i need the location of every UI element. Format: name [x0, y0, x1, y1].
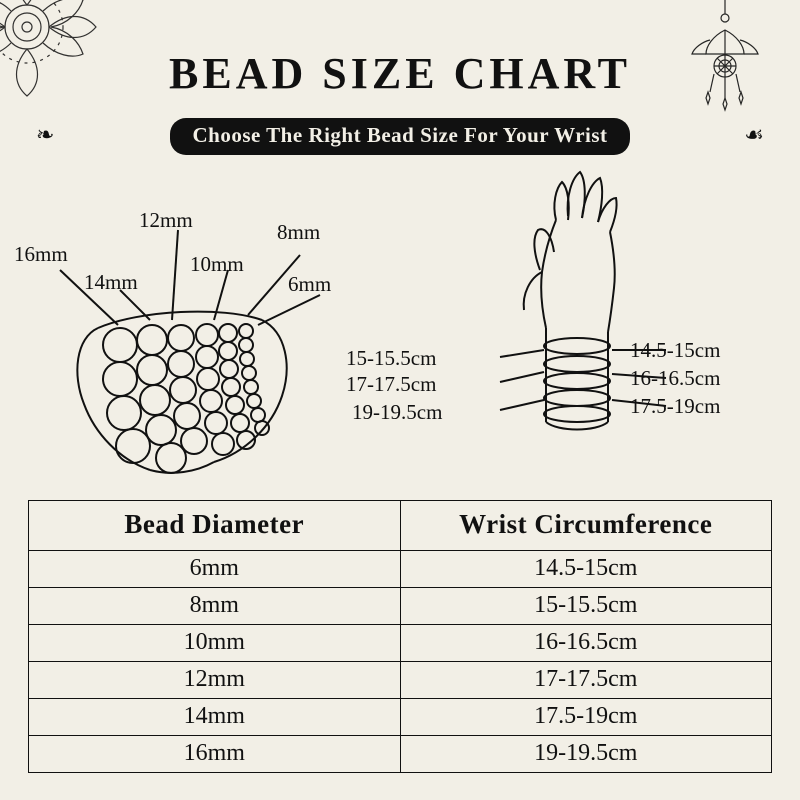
cell-bead-diameter: 8mm: [29, 588, 401, 625]
table-row: [29, 736, 772, 773]
page-title: BEAD SIZE CHART: [169, 49, 631, 98]
wrist-label-right-1: 14.5-15cm: [630, 338, 721, 362]
illustration-area: [0, 160, 800, 490]
wrist-label-right-2: 16-16.5cm: [630, 366, 721, 390]
subtitle-container: [0, 118, 800, 155]
wrist-label-left-3: 19-19.5cm: [352, 400, 443, 424]
cell-wrist-circumference: 17.5-19cm: [400, 699, 772, 736]
bead-label-10mm: 10mm: [190, 252, 244, 276]
bead-label-12mm: 12mm: [139, 208, 193, 232]
table-header-row: [29, 501, 772, 551]
column-header-wrist-circumference: Wrist Circumference: [400, 501, 772, 551]
wrist-label-left-1: 15-15.5cm: [346, 346, 437, 370]
table-row: [29, 588, 772, 625]
cell-wrist-circumference: 16-16.5cm: [400, 625, 772, 662]
flourish-left-icon: ❧: [36, 122, 55, 147]
wrist-label-right-3: 17.5-19cm: [630, 394, 721, 418]
column-header-bead-diameter: Bead Diameter: [29, 501, 401, 551]
table-row: [29, 662, 772, 699]
bead-label-14mm: 14mm: [84, 270, 138, 294]
cell-bead-diameter: 12mm: [29, 662, 401, 699]
flourish-right-icon: ☙: [744, 122, 764, 147]
subtitle-badge: Choose The Right Bead Size For Your Wrist: [170, 118, 629, 155]
cell-bead-diameter: 10mm: [29, 625, 401, 662]
cell-wrist-circumference: 17-17.5cm: [400, 662, 772, 699]
bead-label-16mm: 16mm: [14, 242, 68, 266]
bead-and-wrist-diagram: [0, 160, 800, 490]
cell-bead-diameter: 16mm: [29, 736, 401, 773]
bead-size-table: [28, 500, 772, 773]
cell-wrist-circumference: 14.5-15cm: [400, 551, 772, 588]
cell-bead-diameter: 14mm: [29, 699, 401, 736]
wrist-label-left-2: 17-17.5cm: [346, 372, 437, 396]
table-row: [29, 625, 772, 662]
table-row: [29, 699, 772, 736]
cell-bead-diameter: 6mm: [29, 551, 401, 588]
table-row: [29, 551, 772, 588]
cell-wrist-circumference: 15-15.5cm: [400, 588, 772, 625]
bead-label-8mm: 8mm: [277, 220, 321, 244]
bead-label-6mm: 6mm: [288, 272, 332, 296]
cell-wrist-circumference: 19-19.5cm: [400, 736, 772, 773]
